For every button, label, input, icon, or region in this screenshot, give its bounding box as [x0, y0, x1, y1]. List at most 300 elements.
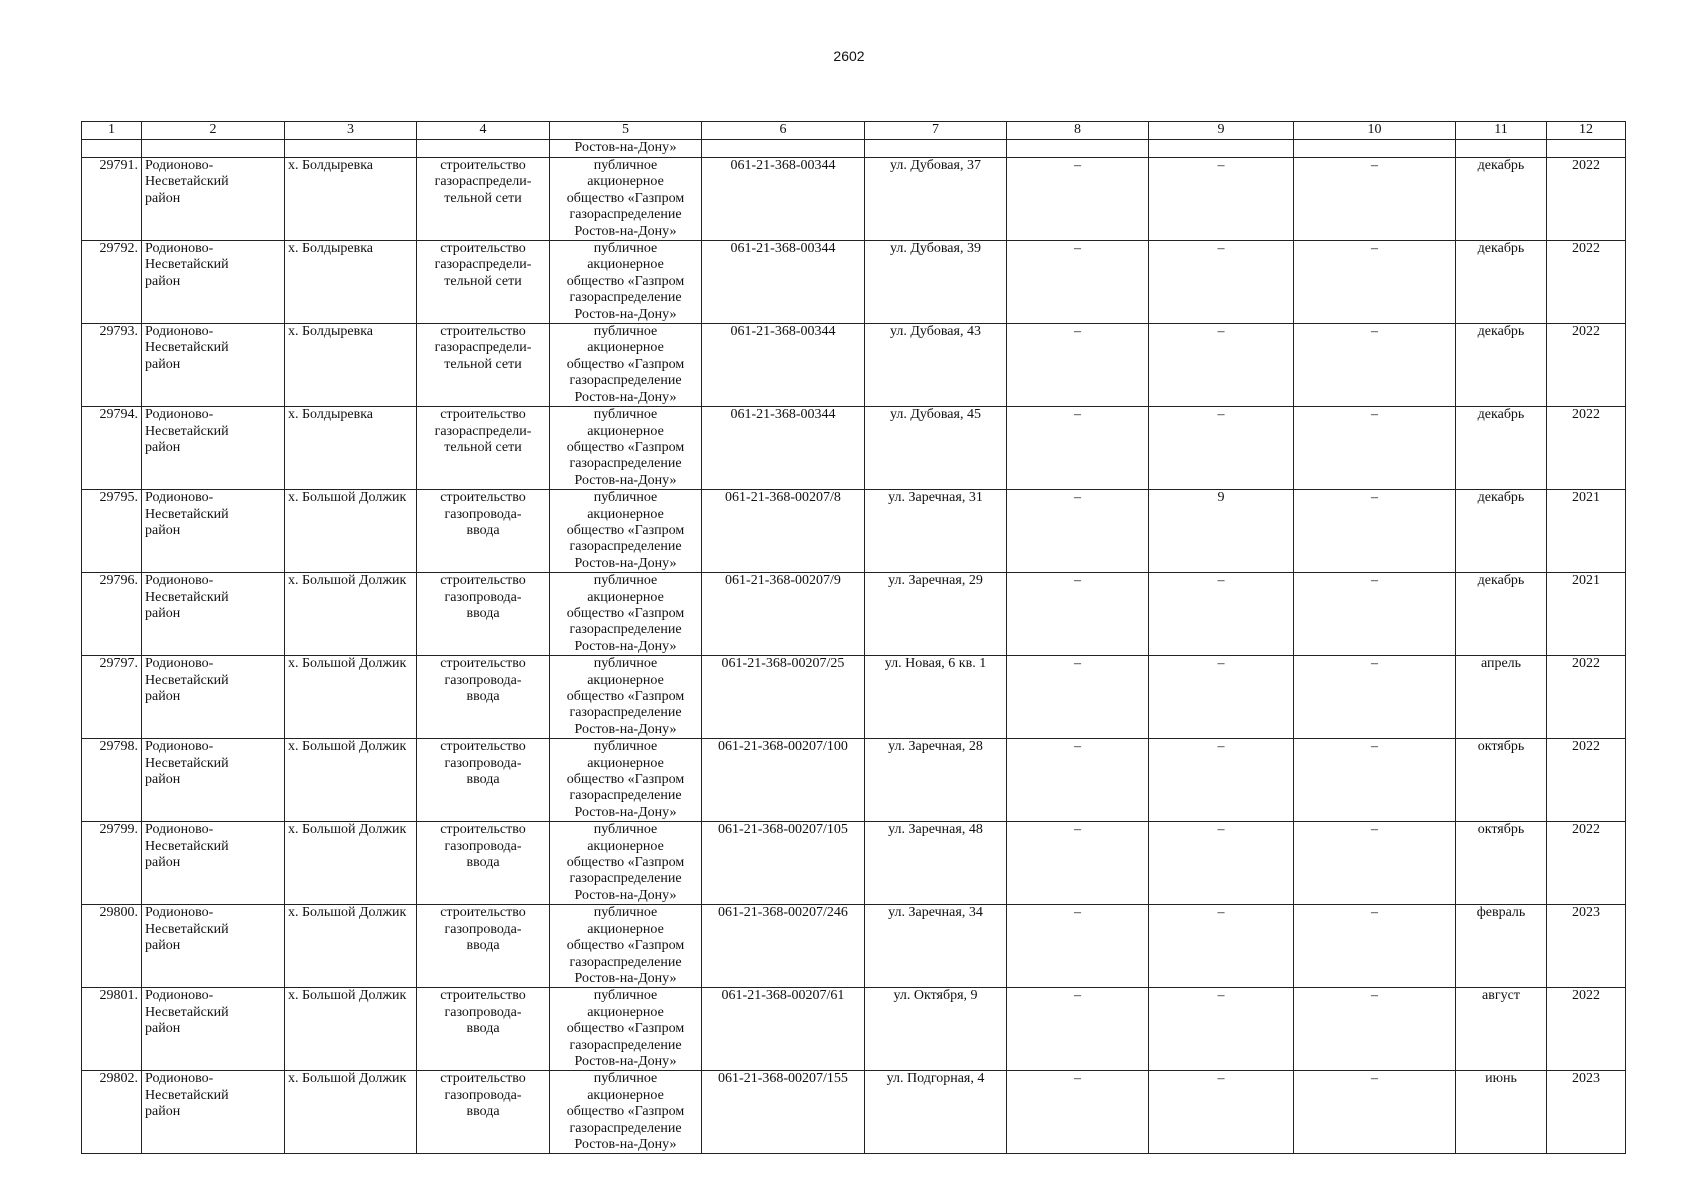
organization-cell-line: общество «Газпром — [566, 1021, 685, 1037]
address-cell: ул. Дубовая, 45 — [865, 407, 1007, 490]
work-cell-line: строительство — [440, 573, 526, 589]
organization-cell-line: газораспределение — [569, 788, 682, 804]
district-cell-line: Родионово- — [145, 822, 214, 838]
organization-cell-line: Ростов-на-Дону» — [574, 472, 677, 488]
organization-cell-line: общество «Газпром — [566, 356, 685, 372]
work-cell-line: газопровода- — [444, 672, 522, 688]
district-cell-line: район — [145, 1021, 181, 1037]
organization-cell-line: газораспределение — [569, 622, 682, 638]
district-cell — [142, 241, 285, 324]
organization-cell-line: газораспределение — [569, 1037, 682, 1053]
address-cell: ул. Заречная, 31 — [865, 490, 1007, 573]
locality-cell: х. Большой Должик — [285, 905, 417, 988]
col9-cell: – — [1149, 739, 1294, 822]
district-cell-line: район — [145, 605, 181, 621]
work-cell-line: строительство — [440, 490, 526, 506]
work-cell-line: строительство — [440, 158, 526, 173]
header-cell: 5 — [550, 122, 702, 140]
district-cell-line: Несветайский — [145, 423, 229, 439]
organization-cell — [550, 158, 702, 241]
work-cell-line: газораспредели- — [434, 174, 532, 190]
organization-cell-line: публичное — [593, 490, 658, 506]
organization-cell-line: газораспределение — [569, 456, 682, 472]
table-header — [82, 122, 1626, 140]
row-number: 29796. — [82, 573, 142, 656]
organization-cell-line: Ростов-на-Дону» — [574, 555, 677, 571]
work-cell — [417, 822, 550, 905]
address-cell: ул. Новая, 6 кв. 1 — [865, 656, 1007, 739]
table-row — [82, 905, 1626, 988]
district-cell — [142, 573, 285, 656]
row-number: 29799. — [82, 822, 142, 905]
organization-cell-line: Ростов-на-Дону» — [574, 1136, 677, 1152]
organization-cell-line: акционерное — [587, 506, 664, 522]
district-cell-line: Родионово- — [145, 241, 214, 257]
year-cell: 2022 — [1547, 822, 1626, 905]
address-cell: ул. Заречная, 48 — [865, 822, 1007, 905]
district-cell — [142, 324, 285, 407]
col10-cell: – — [1294, 407, 1456, 490]
work-cell — [417, 158, 550, 241]
organization-cell-line: акционерное — [587, 257, 664, 273]
work-cell-line: тельной сети — [444, 273, 522, 289]
organization-cell-line: общество «Газпром — [566, 605, 685, 621]
col10-cell: – — [1294, 324, 1456, 407]
work-cell-line: газопровода- — [444, 838, 522, 854]
header-cell: 1 — [82, 122, 142, 140]
header-cell: 2 — [142, 122, 285, 140]
year-cell: 2022 — [1547, 241, 1626, 324]
header-cell: 7 — [865, 122, 1007, 140]
locality-cell: х. Болдыревка — [285, 241, 417, 324]
organization-cell-line: Ростов-на-Дону» — [574, 389, 677, 405]
locality-cell: х. Большой Должик — [285, 988, 417, 1071]
col8-cell: – — [1007, 656, 1149, 739]
table-body — [82, 140, 1626, 1154]
organization-cell-line: газораспределение — [569, 290, 682, 306]
locality-cell: х. Болдыревка — [285, 158, 417, 241]
code-cell: 061-21-368-00207/155 — [702, 1071, 865, 1154]
row-number: 29793. — [82, 324, 142, 407]
address-cell: ул. Заречная, 29 — [865, 573, 1007, 656]
month-cell: апрель — [1456, 656, 1547, 739]
district-cell — [142, 1071, 285, 1154]
work-cell-line: строительство — [440, 656, 526, 672]
organization-cell-line: общество «Газпром — [566, 689, 685, 704]
table-row — [82, 656, 1626, 739]
work-cell — [417, 905, 550, 988]
district-cell-line: Родионово- — [145, 739, 214, 755]
col8-cell: – — [1007, 1071, 1149, 1154]
code-cell: 061-21-368-00344 — [702, 407, 865, 490]
locality-cell: х. Большой Должик — [285, 739, 417, 822]
work-cell-line: строительство — [440, 241, 526, 257]
col8-cell: – — [1007, 739, 1149, 822]
row-number: 29795. — [82, 490, 142, 573]
work-cell-line: газопровода- — [444, 921, 522, 937]
district-cell-line: Несветайский — [145, 921, 229, 937]
month-cell: декабрь — [1456, 241, 1547, 324]
organization-cell-line: общество «Газпром — [566, 1104, 685, 1120]
work-cell-line: строительство — [440, 822, 526, 838]
organization-cell-line: акционерное — [587, 755, 664, 771]
organization-cell-line: газораспределение — [569, 373, 682, 389]
col8-cell: – — [1007, 988, 1149, 1071]
row-number: 29802. — [82, 1071, 142, 1154]
organization-cell-line: публичное — [593, 988, 658, 1004]
organization-cell — [550, 1071, 702, 1154]
row-number: 29797. — [82, 656, 142, 739]
year-cell: 2022 — [1547, 158, 1626, 241]
work-cell — [417, 988, 550, 1071]
header-cell: 8 — [1007, 122, 1149, 140]
col8-cell: – — [1007, 407, 1149, 490]
work-cell-line: строительство — [440, 988, 526, 1004]
row-number: 29801. — [82, 988, 142, 1071]
address-cell: ул. Дубовая, 43 — [865, 324, 1007, 407]
organization-cell — [550, 324, 702, 407]
table-row — [82, 407, 1626, 490]
code-cell: 061-21-368-00207/9 — [702, 573, 865, 656]
organization-cell-line: газораспределение — [569, 954, 682, 970]
col10-cell: – — [1294, 490, 1456, 573]
work-cell-line: строительство — [440, 905, 526, 921]
organization-cell-line: газораспределение — [569, 705, 682, 721]
district-cell-line: район — [145, 356, 181, 372]
col8-cell: – — [1007, 573, 1149, 656]
organization-cell-line: акционерное — [587, 340, 664, 356]
work-cell-line: ввода — [466, 1104, 500, 1120]
work-cell-line: газопровода- — [444, 589, 522, 605]
district-cell-line: Родионово- — [145, 158, 214, 173]
locality-cell: х. Болдыревка — [285, 324, 417, 407]
col10-cell: – — [1294, 241, 1456, 324]
organization-cell-line: Ростов-на-Дону» — [574, 638, 677, 654]
district-cell-line: Несветайский — [145, 755, 229, 771]
organization-cell-line: акционерное — [587, 672, 664, 688]
organization-cell — [550, 822, 702, 905]
address-cell: ул. Подгорная, 4 — [865, 1071, 1007, 1154]
month-cell: декабрь — [1456, 407, 1547, 490]
row-number: 29800. — [82, 905, 142, 988]
district-cell — [142, 656, 285, 739]
address-cell: ул. Заречная, 34 — [865, 905, 1007, 988]
organization-cell-line: общество «Газпром — [566, 190, 685, 206]
month-cell: декабрь — [1456, 158, 1547, 241]
row-number: 29798. — [82, 739, 142, 822]
work-cell-line: тельной сети — [444, 439, 522, 455]
organization-cell-line: газораспределение — [569, 539, 682, 555]
organization-cell-line: общество «Газпром — [566, 439, 685, 455]
col10-cell: – — [1294, 988, 1456, 1071]
col9-cell: – — [1149, 407, 1294, 490]
work-cell — [417, 656, 550, 739]
code-cell: 061-21-368-00207/105 — [702, 822, 865, 905]
work-cell-line: газораспредели- — [434, 423, 532, 439]
district-cell-line: Родионово- — [145, 905, 214, 921]
month-cell: август — [1456, 988, 1547, 1071]
organization-cell-line: акционерное — [587, 1004, 664, 1020]
district-cell-line: Родионово- — [145, 988, 214, 1004]
work-cell-line: ввода — [466, 772, 500, 788]
row-number: 29792. — [82, 241, 142, 324]
locality-cell: х. Большой Должик — [285, 1071, 417, 1154]
row-number: 29791. — [82, 158, 142, 241]
organization-cell-line: акционерное — [587, 1087, 664, 1103]
col8-cell: – — [1007, 241, 1149, 324]
work-cell-line: ввода — [466, 938, 500, 954]
col8-cell: – — [1007, 822, 1149, 905]
col10-cell: – — [1294, 905, 1456, 988]
work-cell-line: ввода — [466, 689, 500, 704]
work-cell-line: газораспредели- — [434, 340, 532, 356]
organization-cell-line: публичное — [593, 407, 658, 423]
code-cell: 061-21-368-00207/100 — [702, 739, 865, 822]
organization-cell-line: Ростов-на-Дону» — [574, 223, 677, 239]
table-row — [82, 988, 1626, 1071]
code-cell: 061-21-368-00344 — [702, 158, 865, 241]
header-cell: 3 — [285, 122, 417, 140]
organization-cell — [550, 490, 702, 573]
work-cell-line: строительство — [440, 1071, 526, 1087]
district-cell — [142, 158, 285, 241]
continuation-row — [82, 140, 1626, 158]
work-cell-line: строительство — [440, 324, 526, 340]
organization-cell-line: публичное — [593, 324, 658, 340]
work-cell-line: ввода — [466, 605, 500, 621]
address-cell: ул. Дубовая, 39 — [865, 241, 1007, 324]
district-cell-line: Несветайский — [145, 506, 229, 522]
district-cell-line: район — [145, 1104, 181, 1120]
year-cell: 2022 — [1547, 739, 1626, 822]
header-row — [82, 122, 1626, 140]
col9-cell: – — [1149, 573, 1294, 656]
col10-cell: – — [1294, 822, 1456, 905]
work-cell-line: газопровода- — [444, 506, 522, 522]
district-cell-line: Несветайский — [145, 1087, 229, 1103]
organization-cell-line: Ростов-на-Дону» — [574, 804, 677, 820]
col9-cell: – — [1149, 1071, 1294, 1154]
col10-cell: – — [1294, 739, 1456, 822]
district-cell-line: Несветайский — [145, 1004, 229, 1020]
work-cell-line: газопровода- — [444, 755, 522, 771]
row-number: 29794. — [82, 407, 142, 490]
district-cell-line: Родионово- — [145, 324, 214, 340]
address-cell: ул. Дубовая, 37 — [865, 158, 1007, 241]
header-cell: 4 — [417, 122, 550, 140]
organization-cell — [550, 905, 702, 988]
organization-cell-line: Ростов-на-Дону» — [574, 306, 677, 322]
month-cell: декабрь — [1456, 324, 1547, 407]
year-cell: 2023 — [1547, 905, 1626, 988]
organization-cell-line: Ростов-на-Дону» — [574, 970, 677, 986]
col8-cell: – — [1007, 905, 1149, 988]
organization-cell-line: газораспределение — [569, 207, 682, 223]
month-cell: июнь — [1456, 1071, 1547, 1154]
month-cell: октябрь — [1456, 739, 1547, 822]
table-row — [82, 573, 1626, 656]
col9-cell: – — [1149, 158, 1294, 241]
district-cell — [142, 988, 285, 1071]
code-cell: 061-21-368-00344 — [702, 324, 865, 407]
col9-cell: – — [1149, 988, 1294, 1071]
district-cell-line: район — [145, 522, 181, 538]
district-cell — [142, 490, 285, 573]
district-cell-line: район — [145, 689, 181, 704]
work-cell-line: строительство — [440, 407, 526, 423]
district-cell-line: Родионово- — [145, 490, 214, 506]
continuation-org: Ростов-на-Дону» — [550, 140, 702, 158]
organization-cell-line: акционерное — [587, 838, 664, 854]
work-cell — [417, 241, 550, 324]
header-cell: 10 — [1294, 122, 1456, 140]
locality-cell: х. Большой Должик — [285, 822, 417, 905]
organization-cell-line: газораспределение — [569, 1120, 682, 1136]
organization-cell-line: Ростов-на-Дону» — [574, 721, 677, 737]
col8-cell: – — [1007, 490, 1149, 573]
district-cell — [142, 407, 285, 490]
district-cell-line: Несветайский — [145, 589, 229, 605]
district-cell-line: Родионово- — [145, 407, 214, 423]
organization-cell — [550, 656, 702, 739]
col9-cell: – — [1149, 905, 1294, 988]
locality-cell: х. Большой Должик — [285, 656, 417, 739]
col10-cell: – — [1294, 573, 1456, 656]
col9-cell: – — [1149, 822, 1294, 905]
year-cell: 2022 — [1547, 988, 1626, 1071]
locality-cell: х. Большой Должик — [285, 573, 417, 656]
work-cell-line: газопровода- — [444, 1087, 522, 1103]
month-cell: октябрь — [1456, 822, 1547, 905]
work-cell — [417, 490, 550, 573]
code-cell: 061-21-368-00207/246 — [702, 905, 865, 988]
district-cell-line: Несветайский — [145, 257, 229, 273]
col8-cell: – — [1007, 158, 1149, 241]
table-row — [82, 490, 1626, 573]
organization-cell-line: публичное — [593, 241, 658, 257]
organization-cell-line: акционерное — [587, 589, 664, 605]
col10-cell: – — [1294, 1071, 1456, 1154]
work-cell-line: ввода — [466, 855, 500, 871]
col9-cell: 9 — [1149, 490, 1294, 573]
year-cell: 2022 — [1547, 324, 1626, 407]
year-cell: 2022 — [1547, 407, 1626, 490]
organization-cell-line: акционерное — [587, 174, 664, 190]
col10-cell: – — [1294, 158, 1456, 241]
address-cell: ул. Заречная, 28 — [865, 739, 1007, 822]
header-cell: 12 — [1547, 122, 1626, 140]
organization-cell — [550, 573, 702, 656]
table-row — [82, 822, 1626, 905]
code-cell: 061-21-368-00207/8 — [702, 490, 865, 573]
year-cell: 2021 — [1547, 573, 1626, 656]
district-cell-line: Родионово- — [145, 1071, 214, 1087]
address-cell: ул. Октября, 9 — [865, 988, 1007, 1071]
organization-cell-line: публичное — [593, 822, 658, 838]
organization-cell-line: общество «Газпром — [566, 772, 685, 788]
col9-cell: – — [1149, 656, 1294, 739]
month-cell: декабрь — [1456, 490, 1547, 573]
year-cell: 2021 — [1547, 490, 1626, 573]
col10-cell: – — [1294, 656, 1456, 739]
district-cell-line: Несветайский — [145, 340, 229, 356]
work-cell-line: газопровода- — [444, 1004, 522, 1020]
header-cell: 6 — [702, 122, 865, 140]
district-cell-line: район — [145, 855, 181, 871]
organization-cell — [550, 407, 702, 490]
month-cell: февраль — [1456, 905, 1547, 988]
organization-cell-line: публичное — [593, 905, 658, 921]
locality-cell: х. Болдыревка — [285, 407, 417, 490]
organization-cell — [550, 241, 702, 324]
organization-cell — [550, 739, 702, 822]
table-row — [82, 739, 1626, 822]
organization-cell-line: акционерное — [587, 921, 664, 937]
district-cell-line: Несветайский — [145, 672, 229, 688]
work-cell — [417, 324, 550, 407]
organization-cell-line: общество «Газпром — [566, 273, 685, 289]
header-cell: 11 — [1456, 122, 1547, 140]
work-cell-line: ввода — [466, 1021, 500, 1037]
work-cell-line: ввода — [466, 522, 500, 538]
district-cell-line: Несветайский — [145, 174, 229, 190]
organization-cell — [550, 988, 702, 1071]
code-cell: 061-21-368-00344 — [702, 241, 865, 324]
organization-cell-line: общество «Газпром — [566, 522, 685, 538]
organization-cell-line: публичное — [593, 573, 658, 589]
header-cell: 9 — [1149, 122, 1294, 140]
district-cell — [142, 905, 285, 988]
work-cell-line: строительство — [440, 739, 526, 755]
organization-cell-line: общество «Газпром — [566, 855, 685, 871]
organization-cell-line: Ростов-на-Дону» — [574, 887, 677, 903]
code-cell: 061-21-368-00207/25 — [702, 656, 865, 739]
work-cell-line: газораспредели- — [434, 257, 532, 273]
year-cell: 2022 — [1547, 656, 1626, 739]
locality-cell: х. Большой Должик — [285, 490, 417, 573]
district-cell-line: район — [145, 190, 181, 206]
table-row — [82, 241, 1626, 324]
district-cell-line: район — [145, 772, 181, 788]
work-cell — [417, 739, 550, 822]
district-cell — [142, 822, 285, 905]
organization-cell-line: акционерное — [587, 423, 664, 439]
district-cell-line: район — [145, 938, 181, 954]
work-cell-line: тельной сети — [444, 356, 522, 372]
organization-cell-line: публичное — [593, 1071, 658, 1087]
work-cell — [417, 407, 550, 490]
col9-cell: – — [1149, 241, 1294, 324]
organization-cell-line: публичное — [593, 656, 658, 672]
col9-cell: – — [1149, 324, 1294, 407]
organization-cell-line: публичное — [593, 739, 658, 755]
district-cell-line: район — [145, 273, 181, 289]
district-cell-line: Родионово- — [145, 573, 214, 589]
organization-cell-line: общество «Газпром — [566, 938, 685, 954]
table-row — [82, 158, 1626, 241]
district-cell-line: Родионово- — [145, 656, 214, 672]
year-cell: 2023 — [1547, 1071, 1626, 1154]
district-cell — [142, 739, 285, 822]
organization-cell-line: газораспределение — [569, 871, 682, 887]
month-cell: декабрь — [1456, 573, 1547, 656]
district-cell-line: Несветайский — [145, 838, 229, 854]
code-cell: 061-21-368-00207/61 — [702, 988, 865, 1071]
work-cell-line: тельной сети — [444, 190, 522, 206]
work-cell — [417, 573, 550, 656]
organization-cell-line: публичное — [593, 158, 658, 173]
organization-cell-line: Ростов-на-Дону» — [574, 1053, 677, 1069]
